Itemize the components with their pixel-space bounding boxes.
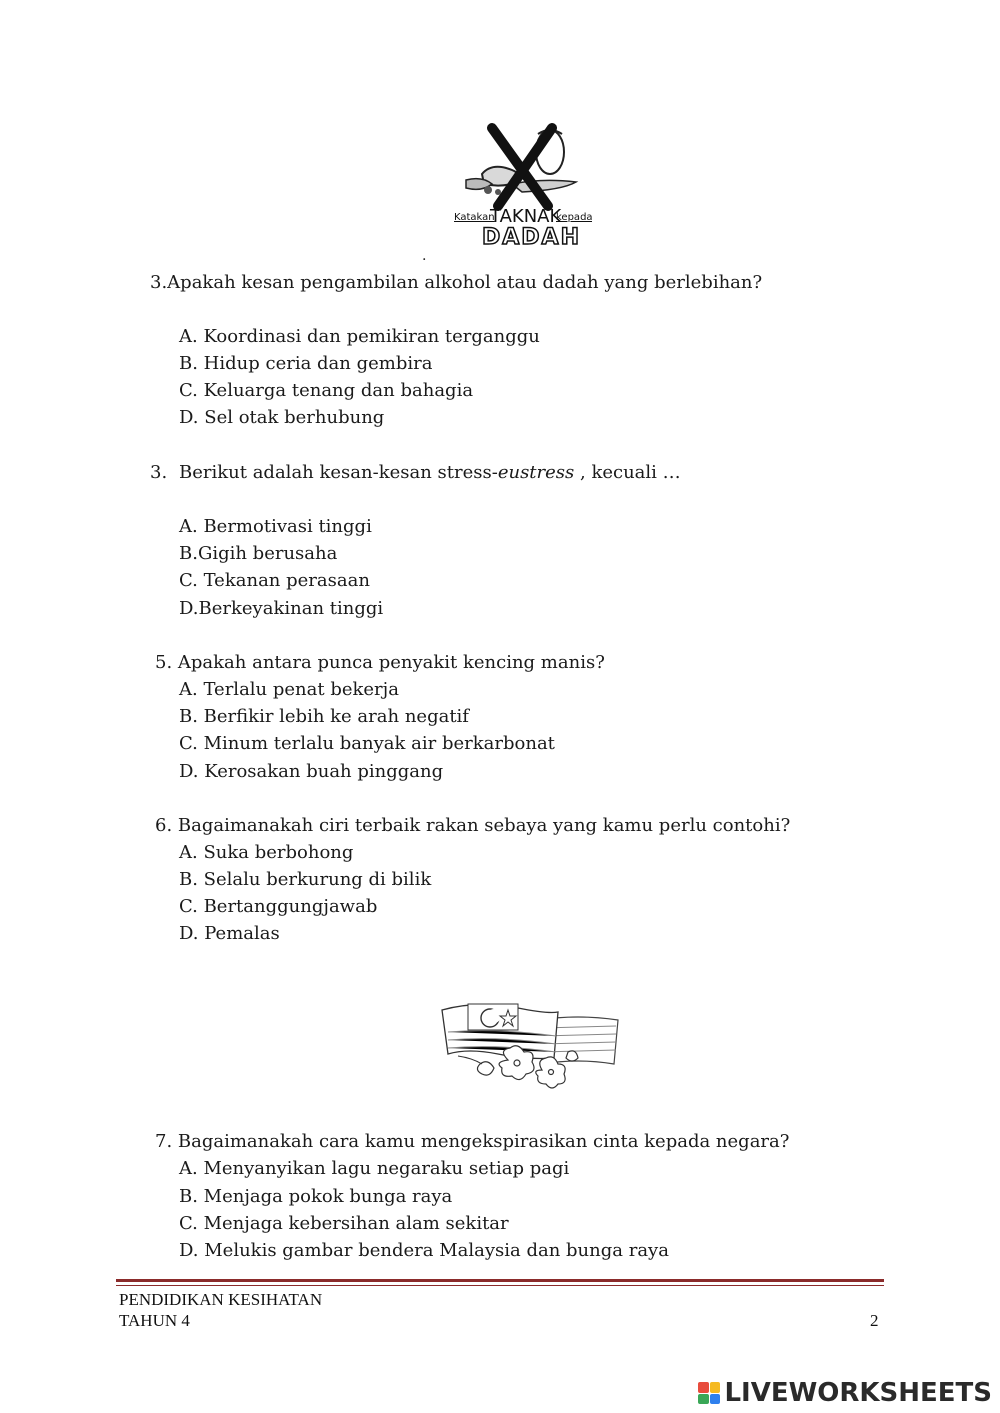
footer-subject: PENDIDIKAN KESIHATAN xyxy=(119,1290,323,1309)
anti-drug-logo xyxy=(452,122,592,250)
footer-year: TAHUN 4 xyxy=(119,1311,190,1330)
question-2-text-before: Berikut adalah kesan-kesan stress- xyxy=(179,462,498,483)
question-4-option-d: D. Pemalas xyxy=(179,923,280,944)
anti-drug-logo-graphic xyxy=(452,122,592,250)
question-3-option-a: A. Terlalu penat bekerja xyxy=(179,679,399,700)
question-1-option-a: A. Koordinasi dan pemikiran terganggu xyxy=(179,326,540,347)
stray-dot: . xyxy=(422,248,427,264)
question-1-text: 3.Apakah kesan pengambilan alkohol atau dadah yang berlebihan? xyxy=(150,272,763,293)
tile-blue xyxy=(710,1394,721,1405)
question-2-text xyxy=(179,462,681,484)
question-4-option-b: B. Selalu berkurung di bilik xyxy=(179,869,432,890)
question-1-option-b: B. Hidup ceria dan gembira xyxy=(179,353,433,374)
question-5-option-b: B. Menjaga pokok bunga raya xyxy=(179,1186,453,1207)
question-2-text-italic: eustress xyxy=(497,462,575,483)
question-2-option-b: B.Gigih berusaha xyxy=(179,543,338,564)
question-2-option-d: D.Berkeyakinan tinggi xyxy=(179,598,384,619)
footer-page-number: 2 xyxy=(870,1311,879,1330)
question-2-text-after: , kecuali … xyxy=(574,462,681,483)
tile-red xyxy=(698,1382,709,1393)
question-3-option-b: B. Berfikir lebih ke arah negatif xyxy=(179,706,469,727)
question-3-option-d: D. Kerosakan buah pinggang xyxy=(179,761,444,782)
liveworksheets-tiles-icon xyxy=(698,1382,720,1404)
footer-rule-thick xyxy=(116,1279,884,1282)
flag-hibiscus-illustration xyxy=(438,998,622,1102)
question-5-option-a: A. Menyanyikan lagu negaraku setiap pagi xyxy=(179,1158,570,1179)
question-5-option-d: D. Melukis gambar bendera Malaysia dan bunga raya xyxy=(179,1240,669,1261)
question-4-option-c: C. Bertanggungjawab xyxy=(179,896,378,917)
logo-lettering-katakan: Katakan xyxy=(454,212,495,223)
logo-lettering-dadah: DADAH xyxy=(482,225,581,250)
tile-yellow xyxy=(710,1382,721,1393)
question-3-text: 5. Apakah antara punca penyakit kencing manis? xyxy=(155,652,605,673)
question-1-option-c: C. Keluarga tenang dan bahagia xyxy=(179,380,474,401)
logo-lettering-kepada: kepada xyxy=(556,212,592,223)
liveworksheets-wordmark: LIVEWORKSHEETS xyxy=(724,1378,992,1408)
question-5-option-c: C. Menjaga kebersihan alam sekitar xyxy=(179,1213,509,1234)
question-3-option-c: C. Minum terlalu banyak air berkarbonat xyxy=(179,733,555,754)
question-4-option-a: A. Suka berbohong xyxy=(179,842,354,863)
logo-lettering-taknak: TAKNAK xyxy=(490,206,562,227)
flag-hibiscus-graphic xyxy=(438,998,622,1102)
liveworksheets-watermark[interactable] xyxy=(698,1378,992,1408)
footer-rule-thin xyxy=(116,1285,884,1286)
question-2-option-a: A. Bermotivasi tinggi xyxy=(179,516,372,537)
question-4-text: 6. Bagaimanakah ciri terbaik rakan sebaya yang kamu perlu contohi? xyxy=(155,815,791,836)
tile-green xyxy=(698,1394,709,1405)
question-5-text: 7. Bagaimanakah cara kamu mengekspirasikan cinta kepada negara? xyxy=(155,1131,790,1152)
question-2-option-c: C. Tekanan perasaan xyxy=(179,570,370,591)
question-1-option-d: D. Sel otak berhubung xyxy=(179,407,385,428)
question-2-number: 3. xyxy=(150,462,168,483)
